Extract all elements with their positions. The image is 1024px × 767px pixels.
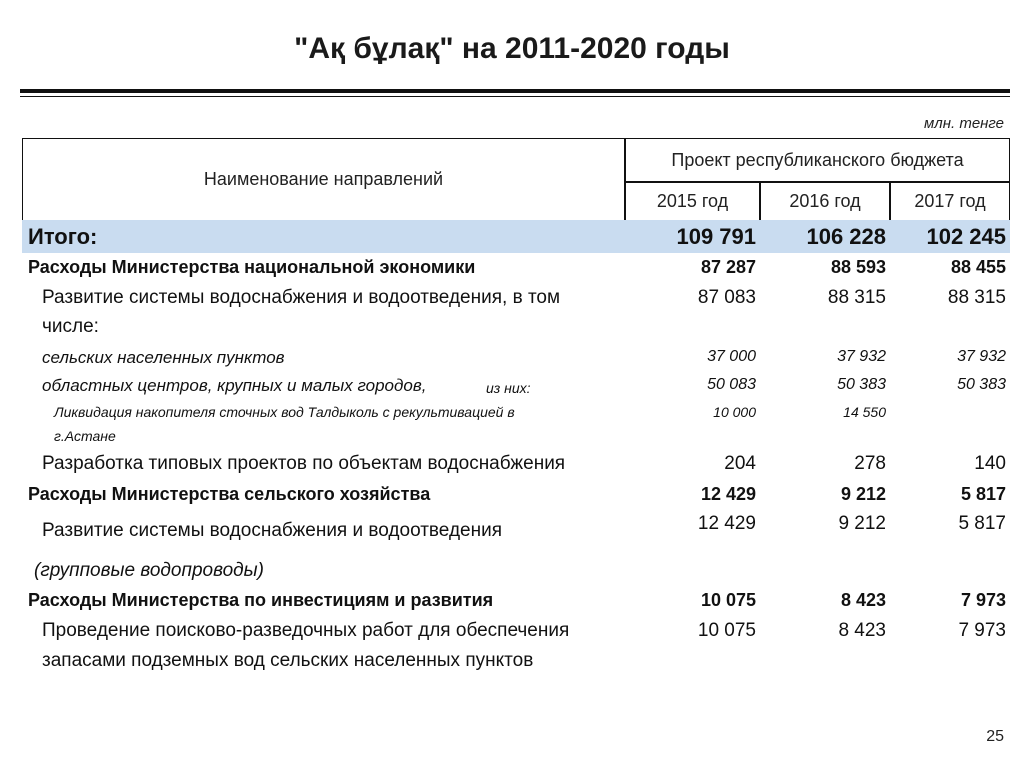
row-regional-centers-2016: 50 383: [837, 376, 886, 393]
title-divider-thin: [20, 96, 1010, 97]
row-ministry-agriculture-2015: 12 429: [700, 484, 756, 504]
row-regional-centers-label: областных центров, крупных и малых городов,: [42, 376, 427, 395]
row-water-development-2016: 9 212: [838, 513, 886, 534]
row-group-pipelines-label: (групповые водопроводы): [34, 560, 264, 581]
row-taldykol-label-line1: Ликвидация накопителя сточных вод Талдыколь с рекультивацией в: [54, 404, 515, 420]
units-label: млн. тенге: [924, 115, 1004, 132]
row-water-supply-2015: 87 083: [697, 287, 756, 308]
total-2017: 102 245: [926, 224, 1006, 249]
header-name-label: Наименование направлений: [203, 168, 444, 189]
row-typical-projects-label: Разработка типовых проектов по объектам водоснабжения: [42, 453, 566, 474]
row-exploration-2015: 10 075: [697, 620, 756, 641]
row-typical-projects-2015: 204: [724, 453, 756, 474]
row-ministry-economy-2015: 87 287: [700, 257, 756, 277]
header-year-2015: 2015 год: [656, 190, 729, 211]
total-2015: 109 791: [676, 224, 756, 249]
row-taldykol-label-line2: г.Астане: [54, 428, 116, 444]
row-exploration-2017: 7 973: [958, 620, 1006, 641]
row-rural-settlements-2016: 37 932: [837, 348, 886, 365]
total-label: Итого:: [28, 224, 98, 249]
row-taldykol-2016: 14 550: [843, 404, 886, 420]
row-exploration-2016: 8 423: [838, 620, 886, 641]
row-ministry-investment-2016: 8 423: [840, 590, 886, 610]
row-regional-centers-note: из них:: [486, 380, 531, 396]
header-year-2016: 2016 год: [789, 190, 861, 211]
row-ministry-investment-2015: 10 075: [700, 590, 756, 610]
row-ministry-economy-2016: 88 593: [830, 257, 886, 277]
row-ministry-agriculture-2017: 5 817: [960, 484, 1006, 504]
row-ministry-investment-label: Расходы Министерства по инвестициям и развития: [28, 590, 494, 610]
row-ministry-investment-2017: 7 973: [960, 590, 1006, 610]
row-water-development-2015: 12 429: [697, 513, 756, 534]
row-water-supply-2016: 88 315: [827, 287, 886, 308]
row-regional-centers-2017: 50 383: [957, 376, 1006, 393]
row-exploration-label-line2: запасами подземных вод сельских населенных пунктов: [42, 650, 534, 671]
page-title: "Ақ бұлақ" на 2011-2020 годы: [294, 32, 730, 65]
row-typical-projects-2016: 278: [854, 453, 886, 474]
row-water-development-2017: 5 817: [958, 513, 1006, 534]
row-water-development-label: Развитие системы водоснабжения и водоотведения: [42, 520, 503, 541]
total-2016: 106 228: [806, 224, 886, 249]
row-ministry-economy-label: Расходы Министерства национальной экономики: [28, 257, 476, 277]
header-group-label: Проект республиканского бюджета: [671, 149, 964, 170]
row-rural-settlements-label: сельских населенных пунктов: [42, 348, 285, 367]
row-water-supply-label-line1: Развитие системы водоснабжения и водоотведения, в том: [42, 287, 561, 308]
title-divider: [20, 89, 1010, 93]
row-water-supply-label-line2: числе:: [42, 316, 99, 337]
row-typical-projects-2017: 140: [974, 453, 1006, 474]
row-taldykol-2015: 10 000: [713, 404, 756, 420]
row-ministry-agriculture-2016: 9 212: [840, 484, 886, 504]
row-regional-centers-2015: 50 083: [707, 376, 756, 393]
row-rural-settlements-2017: 37 932: [957, 348, 1006, 365]
row-ministry-economy-2017: 88 455: [950, 257, 1006, 277]
row-ministry-agriculture-label: Расходы Министерства сельского хозяйства: [28, 484, 431, 504]
row-water-supply-2017: 88 315: [947, 287, 1006, 308]
row-exploration-label-line1: Проведение поисково-разведочных работ для обеспечения: [42, 620, 570, 641]
row-rural-settlements-2015: 37 000: [707, 348, 756, 365]
header-year-2017: 2017 год: [914, 190, 986, 211]
page-number: 25: [986, 728, 1004, 745]
